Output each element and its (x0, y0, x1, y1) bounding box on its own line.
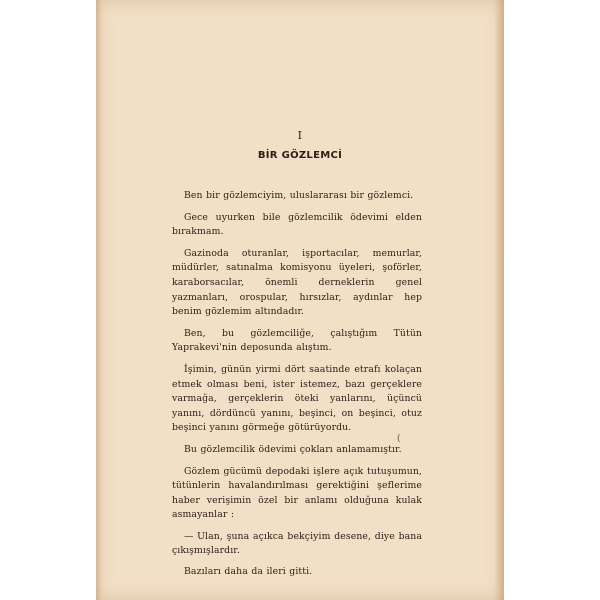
paragraph: Gazinoda oturanlar, işportacılar, memurlar, müdürler, satınalma komisyonu üyeleri, şoförler, karaborsacılar, önemli derneklerin genel yazmanları, orospular, hırsızlar, aydınlar hep benim gözlemim altındadır. (172, 247, 422, 318)
paragraph: Ben, bu gözlemciliğe, çalıştığım Tütün Yaprakevi'nin deposunda alıştım. (172, 327, 422, 354)
paragraph: İşimin, günün yirmi dört saatinde etrafı kolaçan etmek olması beni, ister istemez, bazı gerçeklere varmağa, gerçeklerin öteki yanlarını, üçüncü yanını, dördüncü yanını, beşinci, on beşinci, otuz beşinci yanını görmeğe götürüyordu. (172, 363, 422, 434)
paragraph: Gece uyurken bile gözlemcilik ödevimi elden bırakmam. (172, 211, 422, 238)
paragraph: Gözlem gücümü depodaki işlere açık tutuşumun, tütünlerin havalandırılması gerektiğini şeflerime haber verişimin özel bir anlamı olduğuna kulak asmayanlar : (172, 465, 422, 521)
page-left-edge (96, 0, 102, 600)
paragraph: Bu gözlemcilik ödevimi çokları anlamamıştır. (184, 443, 402, 455)
margin-mark: ( (397, 434, 401, 444)
chapter-number: I (297, 129, 303, 142)
chapter-body (172, 189, 422, 587)
page-right-edge (494, 0, 504, 600)
paragraph: Bazıları daha da ileri gitti. (184, 566, 313, 578)
paragraph: Ben bir gözlemciyim, uluslararası bir gözlemci. (184, 190, 414, 201)
dialogue-paragraph: — Ulan, şuna açıkca bekçiyim desene, diye bana çıkışmışlardır. (172, 530, 422, 557)
book-page (96, 0, 504, 600)
chapter-title: BİR GÖZLEMCİ (257, 150, 343, 161)
